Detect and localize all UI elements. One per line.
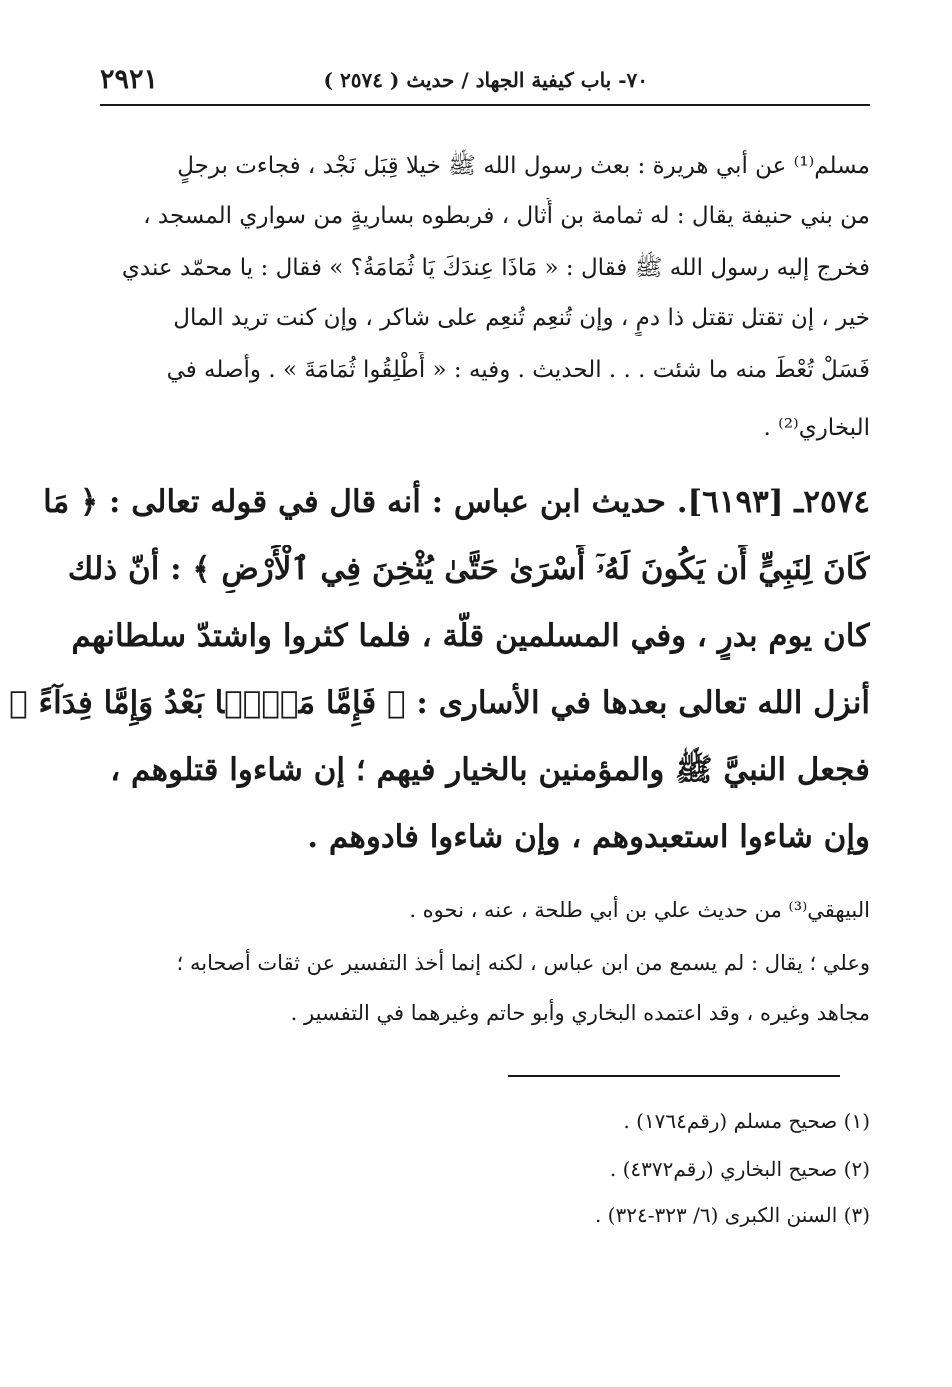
paragraph1-line: مسلم⁽¹⁾ عن أبي هريرة : بعث رسول الله ﷺ خيلا قِبَل نَجْد ، فجاءت برجلٍ (177, 153, 870, 179)
paragraph1-line: من بني حنيفة يقال : له ثمامة بن أُثال ، فربطوه بساريةٍ من سواري المسجد ، (143, 203, 870, 229)
paragraph1-line: فَسَلْ تُعْطَ منه ما شئت . . . الحديث . وفيه : « أَطْلِقُوا ثُمَامَةَ » . وأصله في (166, 357, 870, 383)
running-header (100, 62, 870, 102)
paragraph1-line: البخاري⁽²⁾ . (763, 415, 870, 441)
commentary-line: مجاهد وغيره ، وقد اعتمده البخاري وأبو حاتم وغيرهما في التفسير . (290, 1001, 870, 1025)
hadith-line: كان يوم بدرٍ ، وفي المسلمين قلّة ، فلما كثروا واشتدّ سلطانهم (71, 618, 870, 654)
footnote: (١) صحيح مسلم (رقم١٧٦٤) . (623, 1109, 870, 1133)
hadith-line: وإن شاءوا استعبدوهم ، وإن شاءوا فادوهم . (307, 819, 870, 855)
footnote-separator (508, 1075, 840, 1077)
header-rule (100, 104, 870, 106)
hadith-line: فجعل النبيَّ ﷺ والمؤمنين بالخيار فيهم ؛ إن شاءوا قتلوهم ، (110, 752, 870, 788)
paragraph1-line: فخرج إليه رسول الله ﷺ فقال : « مَاذَا عِندَكَ يَا ثُمَامَةُ؟ » فقال : يا محمّد عندي (121, 255, 870, 281)
footnote: (٢) صحيح البخاري (رقم٤٣٧٢) . (609, 1157, 870, 1181)
paragraph1-line: خير ، إن تقتل تقتل ذا دمٍ ، وإن تُنعِم تُنعِم على شاكر ، وإن كنت تريد المال (173, 305, 870, 331)
commentary-line: وعلي ؛ يقال : لم يسمع من ابن عباس ، لكنه إنما أخذ التفسير عن ثقات أصحابه ؛ (176, 951, 870, 975)
hadith-line: أنزل الله تعالى بعدها في الأسارى : ﴿ فَإِمَّا مَنًّۢا بَعْدُ وَإِمَّا فِدَآءً ﴾ (9, 685, 870, 721)
commentary-line: البيهقي⁽³⁾ من حديث علي بن أبي طلحة ، عنه ، نحوه . (409, 898, 870, 922)
page-number: ٢٩٢١ (100, 64, 159, 95)
hadith-line: كَانَ لِنَبِيٍّ أَن يَكُونَ لَهُۥٓ أَسْرَىٰ حَتَّىٰ يُثْخِنَ فِي ٱلْأَرْضِ ﴾ : أنّ ذلك (67, 551, 870, 587)
chapter-title: ٧٠- باب كيفية الجهاد / حديث ( ٢٥٧٤ ) (323, 68, 648, 92)
footnote: (٣) السنن الكبرى (٦/ ٣٢٣-٣٢٤) . (594, 1203, 870, 1227)
hadith-line: ٢٥٧٤ـ [٦١٩٣]. حديث ابن عباس : أنه قال في قوله تعالى : ﴿ مَا (43, 484, 870, 520)
